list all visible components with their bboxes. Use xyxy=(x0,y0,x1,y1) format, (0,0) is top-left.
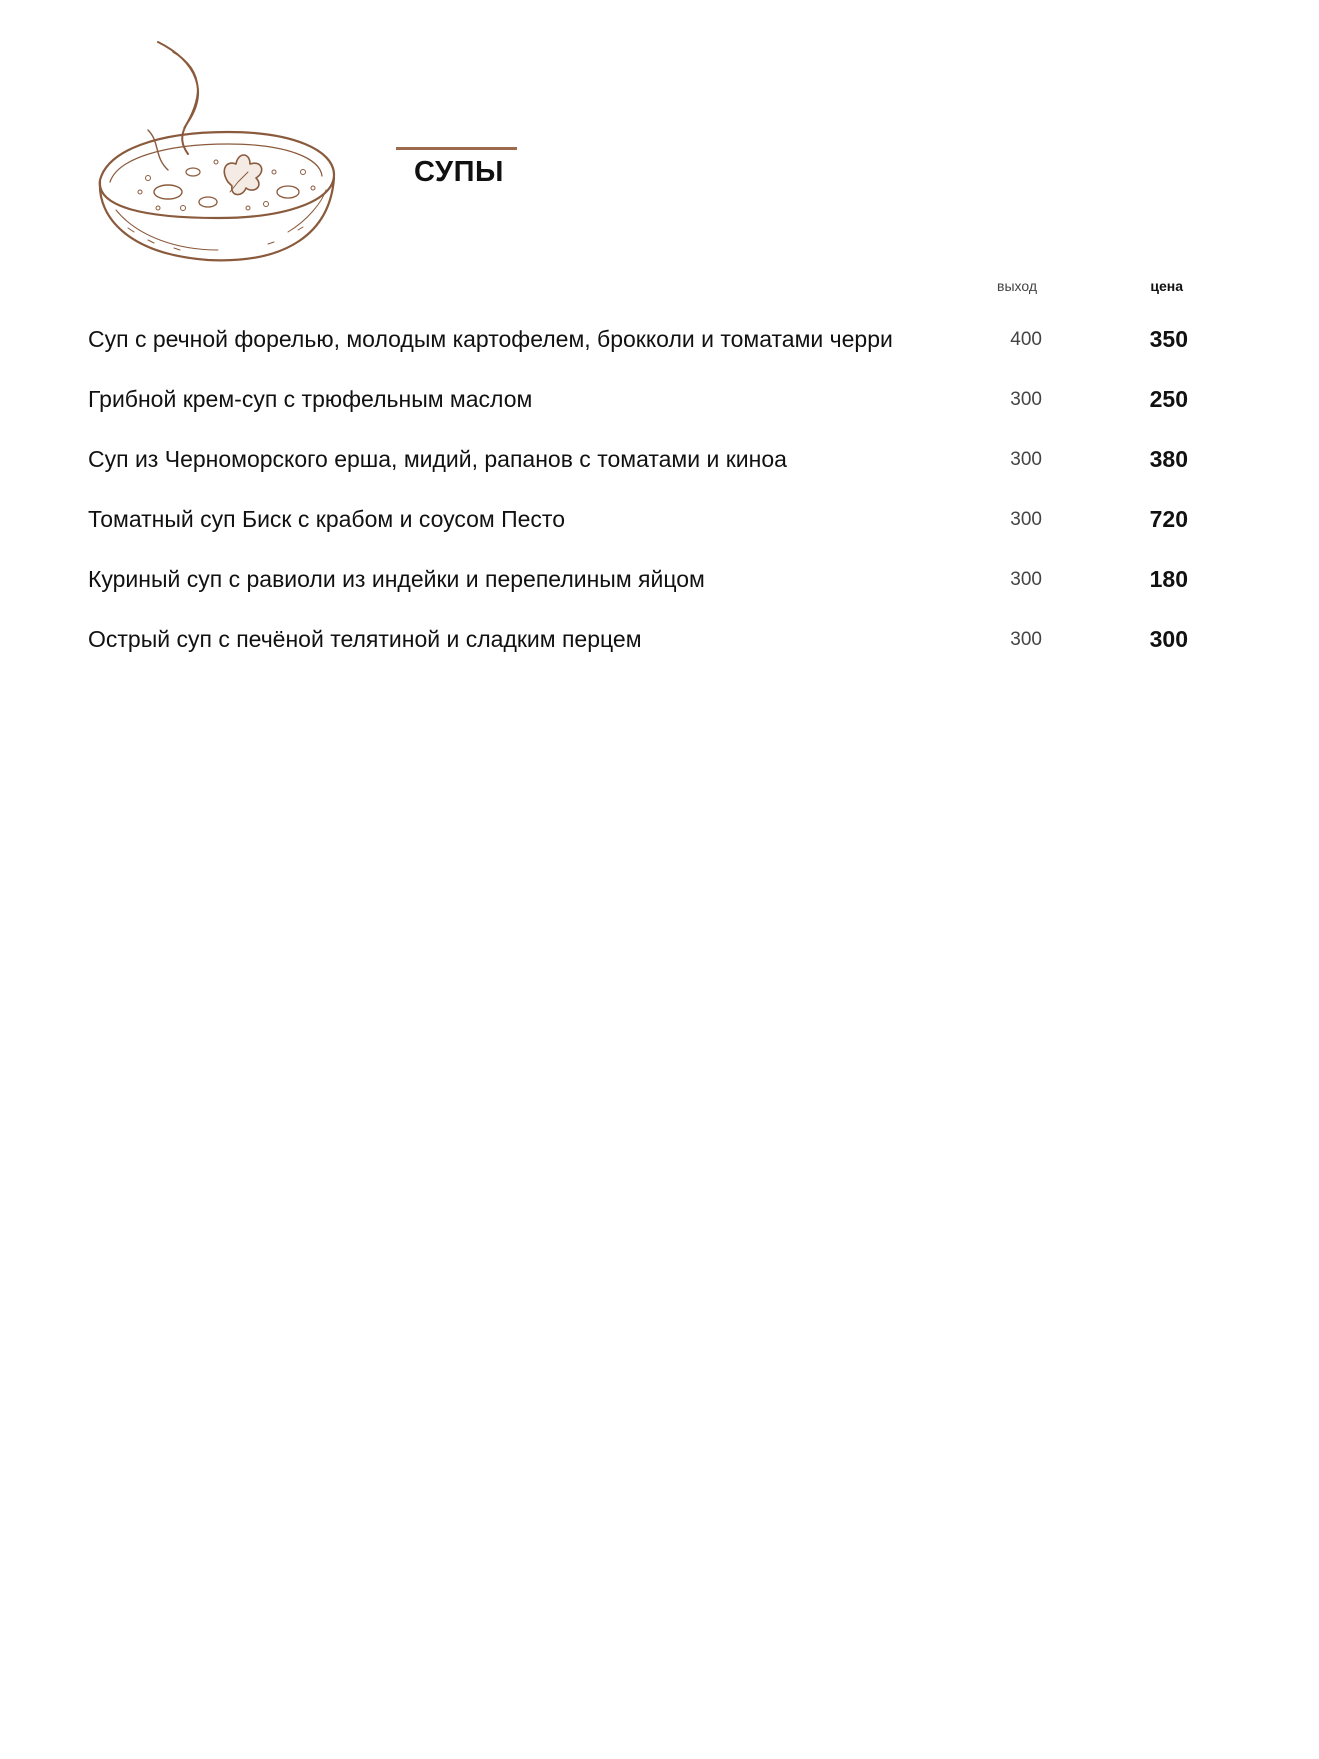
column-header-price: цена xyxy=(1150,278,1183,294)
menu-item xyxy=(88,624,1188,684)
dish-yield: 300 xyxy=(1010,449,1042,470)
dish-yield: 300 xyxy=(1010,509,1042,530)
column-header-yield: выход xyxy=(997,278,1037,294)
dish-yield: 300 xyxy=(1010,389,1042,410)
section-title-underline xyxy=(396,147,517,150)
dish-name: Суп с речной форелью, молодым картофелем, брокколи и томатами черри xyxy=(88,326,893,352)
section-title: СУПЫ xyxy=(414,156,504,188)
dish-name: Суп из Черноморского ерша, мидий, рапанов с томатами и киноа xyxy=(88,446,787,472)
menu-item xyxy=(88,444,1188,504)
menu-item xyxy=(88,324,1188,384)
dish-name: Грибной крем-суп с трюфельным маслом xyxy=(88,386,533,412)
dish-yield: 300 xyxy=(1010,569,1042,590)
menu-item xyxy=(88,504,1188,564)
dish-yield: 300 xyxy=(1010,629,1042,650)
dish-name: Томатный суп Биск с крабом и соусом Песто xyxy=(88,506,566,532)
menu-item xyxy=(88,384,1188,444)
dish-price: 300 xyxy=(1149,626,1188,652)
menu-list xyxy=(88,324,1188,684)
menu-item xyxy=(88,564,1188,624)
dish-price: 350 xyxy=(1149,326,1188,352)
dish-price: 180 xyxy=(1149,566,1188,592)
soup-bowl-sketch-icon xyxy=(88,32,348,270)
dish-price: 250 xyxy=(1149,386,1188,412)
dish-price: 380 xyxy=(1149,446,1188,472)
dish-name: Острый суп с печёной телятиной и сладким перцем xyxy=(88,626,642,652)
dish-yield: 400 xyxy=(1010,329,1042,350)
dish-price: 720 xyxy=(1149,506,1188,532)
dish-name: Куриный суп с равиоли из индейки и перепелиным яйцом xyxy=(88,566,705,592)
